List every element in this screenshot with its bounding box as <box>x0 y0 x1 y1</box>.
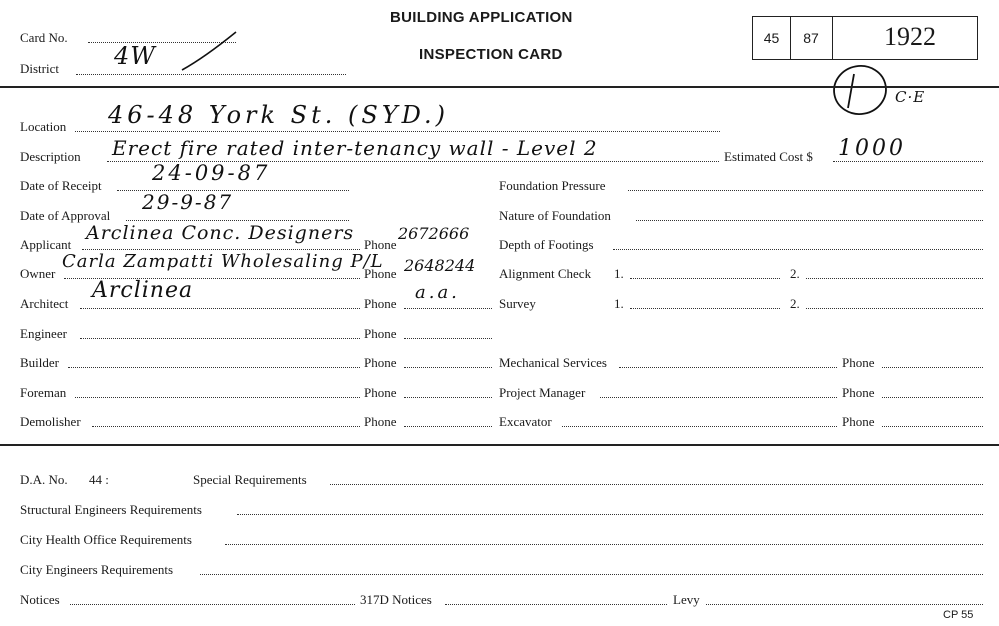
stamp-note: C·E <box>895 88 926 106</box>
description-label: Description <box>20 149 81 164</box>
foreman-line <box>75 397 360 398</box>
depth-footings-label: Depth of Footings <box>499 237 594 252</box>
alignment-1-line <box>630 278 780 279</box>
levy-line <box>706 604 983 605</box>
description-value: Erect fire rated inter-tenancy wall - Level 2 <box>112 136 598 160</box>
builder-label: Builder <box>20 355 59 370</box>
date-receipt-label: Date of Receipt <box>20 178 102 193</box>
notices-317d-line <box>445 604 667 605</box>
notices-317d-label: 317D Notices <box>360 592 432 607</box>
foundation-pressure-line <box>628 190 983 191</box>
owner-value: Carla Zampatti Wholesaling P/L <box>62 251 384 272</box>
mechanical-line <box>619 367 837 368</box>
architect-line <box>80 308 360 309</box>
demolisher-phone-line <box>404 426 492 427</box>
survey-label: Survey <box>499 296 536 311</box>
box-cell-a: 45 <box>753 17 791 59</box>
city-eng-req-label: City Engineers Requirements <box>20 562 174 577</box>
excavator-line <box>562 426 837 427</box>
excavator-phone-label: Phone <box>842 414 875 429</box>
project-manager-label: Project Manager <box>499 385 586 400</box>
card-no-label: Card No. <box>20 30 68 45</box>
top-divider <box>0 86 999 88</box>
demolisher-line <box>92 426 360 427</box>
nature-foundation-label: Nature of Foundation <box>499 208 611 223</box>
engineer-label: Engineer <box>20 326 67 341</box>
mechanical-phone-label: Phone <box>842 355 875 370</box>
demolisher-phone-label: Phone <box>364 414 397 429</box>
survey-1-label: 1. <box>614 296 624 311</box>
date-approval-value: 29-9-87 <box>142 190 234 214</box>
structural-req-line <box>237 514 983 515</box>
estimated-cost-label: Estimated Cost $ <box>724 149 813 164</box>
notices-label: Notices <box>20 592 60 607</box>
applicant-line <box>82 249 360 250</box>
engineer-phone-label: Phone <box>364 326 397 341</box>
estimated-cost-line <box>833 161 983 162</box>
form-code: CP 55 <box>943 609 974 621</box>
title-line-2: INSPECTION CARD <box>419 46 563 63</box>
builder-phone-label: Phone <box>364 355 397 370</box>
foreman-phone-line <box>404 397 492 398</box>
location-line <box>75 131 720 132</box>
handwritten-stroke <box>180 30 240 74</box>
location-value: 46-48 York St. (SYD.) <box>108 101 450 129</box>
engineer-line <box>80 338 360 339</box>
builder-phone-line <box>404 367 492 368</box>
foundation-pressure-label: Foundation Pressure <box>499 178 606 193</box>
excavator-phone-line <box>882 426 983 427</box>
applicant-phone-value: 2672666 <box>398 224 470 243</box>
architect-label: Architect <box>20 296 69 311</box>
foreman-phone-label: Phone <box>364 385 397 400</box>
applicant-phone-label: Phone <box>364 237 397 252</box>
health-req-line <box>225 544 983 545</box>
builder-line <box>68 367 360 368</box>
bottom-divider <box>0 444 999 446</box>
card-number-box <box>752 16 978 60</box>
owner-phone-value: 2648244 <box>404 256 476 275</box>
da-no-value: 44 : <box>89 472 109 487</box>
notices-line <box>70 604 355 605</box>
city-eng-req-line <box>200 574 983 575</box>
alignment-check-label: Alignment Check <box>499 266 592 281</box>
nature-foundation-line <box>636 220 983 221</box>
special-req-label: Special Requirements <box>193 472 307 487</box>
architect-phone-value: a.a. <box>415 282 460 303</box>
project-manager-phone-line <box>882 397 983 398</box>
district-value: 4W <box>114 42 156 70</box>
foreman-label: Foreman <box>20 385 67 400</box>
location-label: Location <box>20 119 67 134</box>
da-no-label: D.A. No. <box>20 472 68 487</box>
date-approval-line <box>126 220 349 221</box>
card-number: 1922 <box>884 22 936 51</box>
alignment-1-label: 1. <box>614 266 624 281</box>
architect-phone-label: Phone <box>364 296 397 311</box>
survey-2-line <box>806 308 983 309</box>
mechanical-label: Mechanical Services <box>499 355 607 370</box>
district-line <box>76 74 346 75</box>
alignment-2-label: 2. <box>790 266 800 281</box>
estimated-cost-value: 1000 <box>838 136 906 161</box>
title-line-1: BUILDING APPLICATION <box>390 9 573 26</box>
circled-initial-stamp <box>826 60 896 118</box>
owner-phone-label: Phone <box>364 266 397 281</box>
date-approval-label: Date of Approval <box>20 208 111 223</box>
survey-1-line <box>630 308 780 309</box>
date-receipt-value: 24-09-87 <box>152 161 271 185</box>
architect-value: Arclinea <box>92 278 194 303</box>
structural-req-label: Structural Engineers Requirements <box>20 502 202 517</box>
engineer-phone-line <box>404 338 492 339</box>
survey-2-label: 2. <box>790 296 800 311</box>
box-cell-b: 87 <box>790 17 833 59</box>
project-manager-line <box>600 397 837 398</box>
mechanical-phone-line <box>882 367 983 368</box>
owner-label: Owner <box>20 266 56 281</box>
depth-footings-line <box>613 249 983 250</box>
levy-label: Levy <box>673 592 700 607</box>
health-req-label: City Health Office Requirements <box>20 532 192 547</box>
excavator-label: Excavator <box>499 414 552 429</box>
applicant-label: Applicant <box>20 237 72 252</box>
architect-phone-line <box>404 308 492 309</box>
applicant-value: Arclinea Conc. Designers <box>86 222 355 244</box>
project-manager-phone-label: Phone <box>842 385 875 400</box>
special-req-line <box>330 484 983 485</box>
demolisher-label: Demolisher <box>20 414 81 429</box>
district-label: District <box>20 61 59 76</box>
alignment-2-line <box>806 278 983 279</box>
